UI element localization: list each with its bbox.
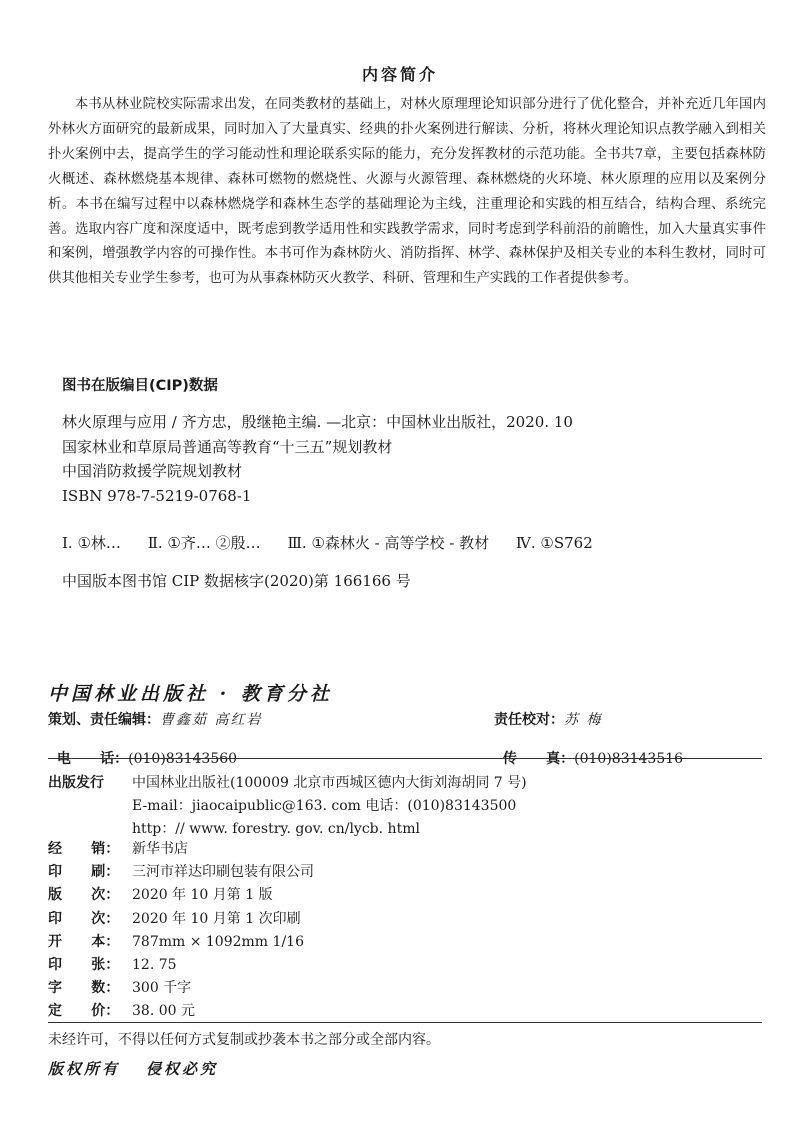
distribution-label: 出版发行 xyxy=(48,775,104,791)
fax-line xyxy=(494,732,683,768)
fax-value: (010)83143516 xyxy=(574,751,684,767)
cip-class-item: Ⅰ. ①林… xyxy=(62,534,121,552)
editor-line xyxy=(48,709,262,729)
editor-names: 曹鑫茹 高红岩 xyxy=(160,712,263,728)
cip-title-line: 林火原理与应用 / 齐方忠，殷继艳主编. —北京：中国林业出版社，2020. 10 xyxy=(62,413,573,431)
phone-label: 电 话： xyxy=(56,751,129,767)
spec-row xyxy=(48,838,314,861)
proofreader-line xyxy=(494,709,602,729)
cip-check-number: 中国版本图书馆 CIP 数据核字(2020)第 166166 号 xyxy=(62,572,411,590)
cip-classification xyxy=(62,532,615,553)
divider xyxy=(48,1022,762,1023)
spec-label: 印 刷： xyxy=(48,864,120,881)
spec-value: 三河市祥达印刷包装有限公司 xyxy=(132,864,314,881)
spec-value: 12. 75 xyxy=(132,956,177,973)
summary-text: 本书从林业院校实际需求出发，在同类教材的基础上，对林火原理理论知识部分进行了优化整合，并补充近几年国内外林火方面研究的最新成果，同时加入了大量真实、经典的扑火案例进行解读、分析，将林火理论知识点教学融入到相关扑火案例中去，提高学生的学习能动性和理论联系实际的能力，充分发挥教材的示范功能。全书共7章，主要包括森林防火概述、森林燃烧基本规律、森林可燃物的燃烧性、火源与火源管理、森林燃烧的火环境、林火原理的应用以及案例分析。本书在编写过程中以森林燃烧学和森林生态学的基础理论为主线，注重理论和实践的相互结合，结构合理、系统完善。选取内容广度和深度适中，既考虑到教学适用性和实践教学需求，同时考虑到学科前沿的前瞻性，加入大量真实事件和案例，增强教学内容的可操作性。本书可作为森林防火、消防指挥、林学、森林保护及相关专业的本科生教材，同时可供其他相关专业学生参考，也可为从事森林防灭火教学、科研、管理和生产实践的工作者提供参考。 xyxy=(48,97,766,287)
spec-label: 版 次： xyxy=(48,887,120,904)
spec-label: 开 本： xyxy=(48,933,120,950)
spec-label: 定 价： xyxy=(48,1003,120,1020)
spec-value: 2020 年 10 月第 1 次印刷 xyxy=(132,910,301,927)
copyright-notice: 未经许可，不得以任何方式复制或抄袭本书之部分或全部内容。 xyxy=(48,1032,440,1048)
spec-row xyxy=(48,1000,314,1023)
spec-row xyxy=(48,954,314,977)
rights-text: 侵权必究 xyxy=(146,1060,219,1078)
distribution-email: E-mail：jiaocaipublic@163. com 电话：(010)83143500 xyxy=(132,798,517,814)
proofreader-name: 苏 梅 xyxy=(564,712,603,728)
distribution-address: 中国林业出版社(100009 北京市西城区德内大街刘海胡同 7 号) xyxy=(132,775,527,791)
spec-label: 字 数： xyxy=(48,980,120,997)
spec-row xyxy=(48,861,314,884)
phone-value: (010)83143560 xyxy=(128,751,238,767)
proofreader-label: 责任校对： xyxy=(494,712,564,728)
spec-value: 787mm × 1092mm 1/16 xyxy=(132,933,304,950)
cip-record xyxy=(62,410,762,508)
cip-series-line: 国家林业和草原局普通高等教育“十三五”规划教材 xyxy=(62,437,393,456)
spec-row xyxy=(48,908,314,931)
spec-list xyxy=(48,838,314,1024)
spec-row xyxy=(48,931,314,954)
divider xyxy=(48,758,762,759)
cip-isbn-line: ISBN 978-7-5219-0768-1 xyxy=(62,486,252,505)
spec-label: 经 销： xyxy=(48,841,120,857)
spec-row xyxy=(48,884,314,907)
publisher-name: 中国林业出版社 · 教育分社 xyxy=(48,683,333,705)
spec-label: 印 张： xyxy=(48,956,120,973)
cip-series-line-2: 中国消防救援学院规划教材 xyxy=(62,462,243,481)
cip-class-item: Ⅱ. ①齐… ②殷… xyxy=(147,534,261,552)
distribution-block xyxy=(48,772,527,841)
spec-label: 印 次： xyxy=(48,910,120,927)
cip-class-item: Ⅳ. ①S762 xyxy=(515,534,593,552)
spec-value: 300 千字 xyxy=(132,980,192,997)
phone-line xyxy=(48,732,237,768)
spec-value: 新华书店 xyxy=(132,841,188,857)
cip-heading: 图书在版编目(CIP)数据 xyxy=(62,378,218,394)
distribution-url: http：// www. forestry. gov. cn/lycb. html xyxy=(132,821,420,837)
rights-reserved xyxy=(48,1058,244,1079)
spec-row xyxy=(48,977,314,1000)
summary-title: 内容简介 xyxy=(361,65,438,84)
rights-text: 版权所有 xyxy=(48,1060,121,1078)
editor-label: 策划、责任编辑： xyxy=(48,712,160,728)
cip-class-item: Ⅲ. ①森林火 - 高等学校 - 教材 xyxy=(287,534,490,552)
spec-value: 38. 00 元 xyxy=(132,1003,195,1020)
fax-label: 传 真： xyxy=(502,751,575,767)
spec-value: 2020 年 10 月第 1 版 xyxy=(132,887,273,904)
